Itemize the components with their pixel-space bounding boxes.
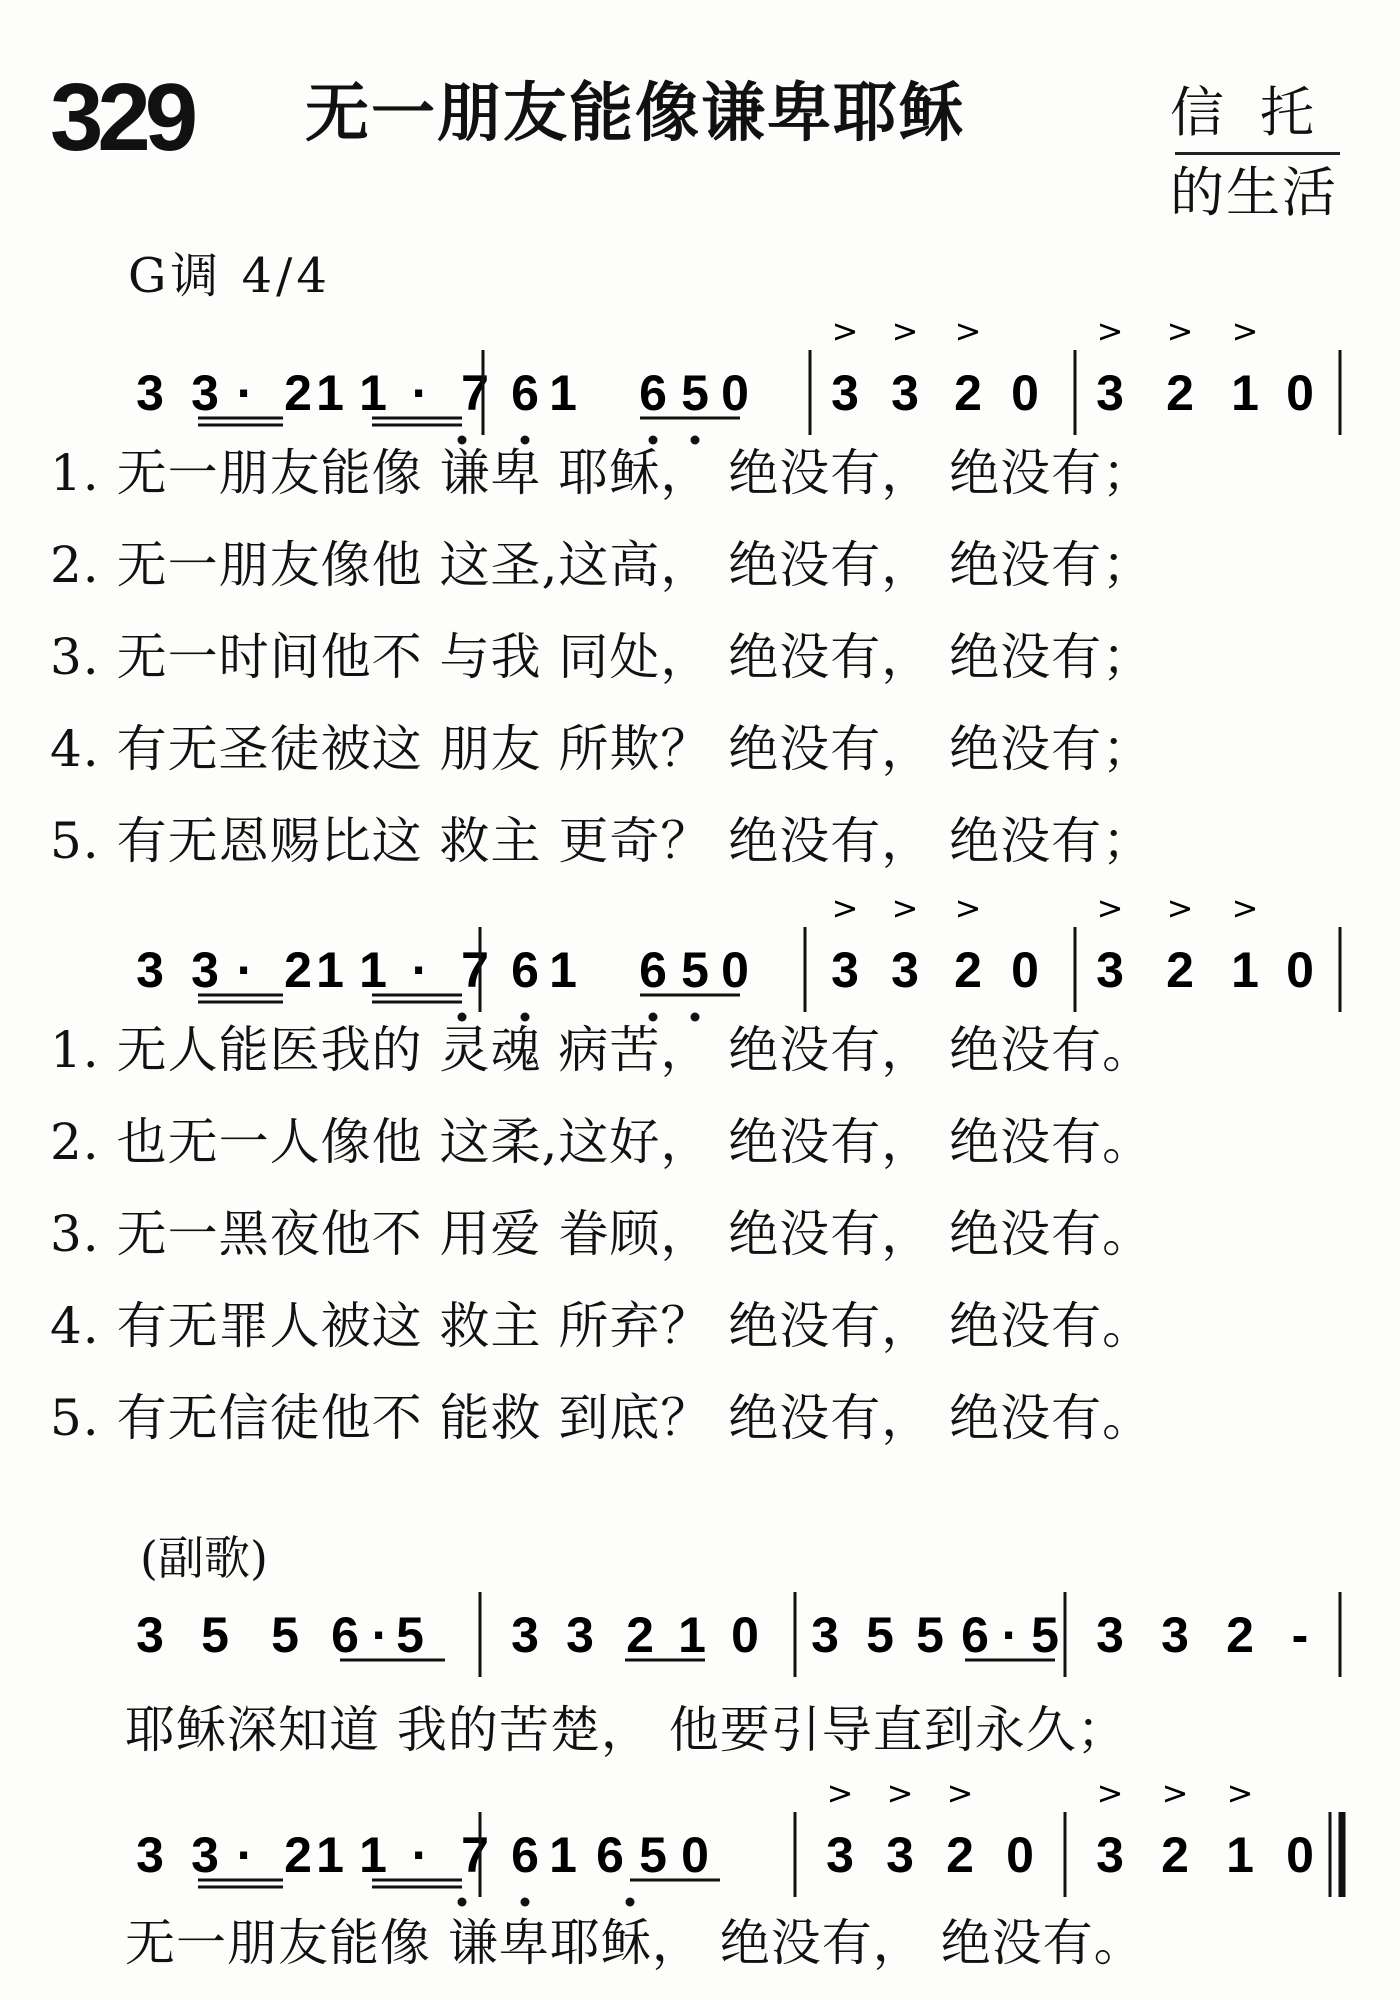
key-signature: G调 4/4 [128, 248, 331, 304]
note-numeral: 5 [916, 1607, 944, 1663]
note-numeral: 1 [1226, 1827, 1254, 1883]
lower-octave-dot [458, 1898, 467, 1907]
refrain-lyric: 无一朋友能像 谦卑耶稣， 绝没有， 绝没有。 [125, 1914, 1145, 1972]
note-numeral: 2 [626, 1607, 654, 1663]
extension-dash: - [1291, 1607, 1309, 1663]
accent-mark: > [831, 312, 859, 350]
verse-line: 2. 无一朋友像他 这圣,这高， 绝没有， 绝没有； [50, 536, 1154, 594]
note-numeral: 3 [136, 1827, 164, 1883]
lower-octave-dot [626, 1898, 635, 1907]
note-numeral: 0 [1286, 365, 1314, 421]
note-numeral: 1 [549, 1827, 577, 1883]
note-numeral: 5 [681, 942, 709, 998]
augmentation-dot: · [236, 942, 254, 998]
note-numeral: 1 [678, 1607, 706, 1663]
accent-mark: > [1096, 1774, 1124, 1812]
note-numeral: 0 [1006, 1827, 1034, 1883]
note-numeral: 0 [721, 365, 749, 421]
note-numeral: 5 [396, 1607, 424, 1663]
note-numeral: 1 [359, 942, 387, 998]
category-label-top: 信托 [1170, 81, 1350, 144]
verse-line: 1. 无人能医我的 灵魂 病苦， 绝没有， 绝没有。 [50, 1021, 1154, 1079]
note-numeral: 1 [316, 1827, 344, 1883]
augmentation-dot: · [371, 1607, 389, 1663]
verse-line: 5. 有无信徒他不 能救 到底？ 绝没有， 绝没有。 [50, 1389, 1154, 1447]
note-numeral: 0 [731, 1607, 759, 1663]
verse-line: 3. 无一时间他不 与我 同处， 绝没有， 绝没有； [50, 628, 1154, 686]
note-numeral: 3 [191, 942, 219, 998]
verse-line: 2. 也无一人像他 这柔,这好， 绝没有， 绝没有。 [50, 1113, 1154, 1171]
note-numeral: 6 [961, 1607, 989, 1663]
note-numeral: 0 [1011, 942, 1039, 998]
note-numeral: 0 [721, 942, 749, 998]
accent-mark: > [826, 1774, 854, 1812]
note-numeral: 3 [891, 942, 919, 998]
augmentation-dot: · [411, 942, 429, 998]
note-numeral: 3 [191, 365, 219, 421]
accent-mark: > [1231, 889, 1259, 927]
note-numeral: 6 [639, 365, 667, 421]
accent-mark: > [886, 1774, 914, 1812]
note-numeral: 1 [549, 365, 577, 421]
note-numeral: 3 [831, 942, 859, 998]
note-numeral: 2 [284, 1827, 312, 1883]
note-numeral: 3 [1096, 1827, 1124, 1883]
note-numeral: 2 [1161, 1827, 1189, 1883]
note-numeral: 7 [461, 1827, 489, 1883]
accent-mark: > [831, 889, 859, 927]
note-numeral: 1 [1231, 942, 1259, 998]
note-numeral: 6 [511, 1827, 539, 1883]
note-numeral: 2 [1166, 942, 1194, 998]
note-numeral: 2 [946, 1827, 974, 1883]
augmentation-dot: · [1001, 1607, 1019, 1663]
note-numeral: 2 [284, 365, 312, 421]
note-numeral: 5 [271, 1607, 299, 1663]
augmentation-dot: · [236, 1827, 254, 1883]
note-numeral: 0 [681, 1827, 709, 1883]
verse-line: 5. 有无恩赐比这 救主 更奇？ 绝没有， 绝没有； [50, 812, 1154, 870]
note-numeral: 1 [1231, 365, 1259, 421]
note-numeral: 3 [136, 365, 164, 421]
note-numeral: 3 [566, 1607, 594, 1663]
note-numeral: 1 [359, 1827, 387, 1883]
note-numeral: 2 [1226, 1607, 1254, 1663]
note-numeral: 2 [1166, 365, 1194, 421]
note-numeral: 5 [1031, 1607, 1059, 1663]
verse-line: 1. 无一朋友能像 谦卑 耶稣， 绝没有， 绝没有； [50, 444, 1154, 502]
note-numeral: 3 [191, 1827, 219, 1883]
accent-mark: > [1226, 1774, 1254, 1812]
note-numeral: 1 [316, 942, 344, 998]
note-numeral: 3 [1096, 1607, 1124, 1663]
refrain-label: (副歌) [140, 1531, 268, 1585]
note-numeral: 2 [954, 942, 982, 998]
augmentation-dot: · [411, 365, 429, 421]
note-numeral: 5 [681, 365, 709, 421]
accent-mark: > [1096, 312, 1124, 350]
note-numeral: 1 [549, 942, 577, 998]
note-numeral: 5 [639, 1827, 667, 1883]
note-numeral: 3 [811, 1607, 839, 1663]
accent-mark: > [946, 1774, 974, 1812]
accent-mark: > [954, 889, 982, 927]
note-numeral: 7 [461, 365, 489, 421]
note-numeral: 6 [596, 1827, 624, 1883]
category-label-bottom: 的生活 [1170, 161, 1338, 224]
accent-mark: > [891, 312, 919, 350]
note-numeral: 3 [1096, 942, 1124, 998]
refrain-lyric: 耶稣深知道 我的苦楚， 他要引导直到永久； [125, 1701, 1128, 1759]
note-numeral: 2 [284, 942, 312, 998]
note-numeral: 0 [1011, 365, 1039, 421]
augmentation-dot: · [411, 1827, 429, 1883]
note-numeral: 6 [639, 942, 667, 998]
note-numeral: 6 [511, 942, 539, 998]
note-numeral: 3 [831, 365, 859, 421]
verse-line: 4. 有无罪人被这 救主 所弃？ 绝没有， 绝没有。 [50, 1297, 1154, 1355]
note-numeral: 3 [136, 1607, 164, 1663]
verse-line: 3. 无一黑夜他不 用爱 眷顾， 绝没有， 绝没有。 [50, 1205, 1154, 1263]
note-numeral: 3 [826, 1827, 854, 1883]
note-numeral: 3 [1161, 1607, 1189, 1663]
note-numeral: 5 [866, 1607, 894, 1663]
accent-mark: > [1166, 312, 1194, 350]
note-numeral: 7 [461, 942, 489, 998]
accent-mark: > [1096, 889, 1124, 927]
accent-mark: > [891, 889, 919, 927]
note-numeral: 3 [886, 1827, 914, 1883]
augmentation-dot: · [236, 365, 254, 421]
accent-mark: > [1161, 1774, 1189, 1812]
hymn-title: 无一朋友能像谦卑耶稣 [305, 77, 965, 151]
note-numeral: 2 [954, 365, 982, 421]
note-numeral: 1 [359, 365, 387, 421]
note-numeral: 3 [1096, 365, 1124, 421]
note-numeral: 0 [1286, 1827, 1314, 1883]
note-numeral: 6 [331, 1607, 359, 1663]
accent-mark: > [954, 312, 982, 350]
verse-line: 4. 有无圣徒被这 朋友 所欺？ 绝没有， 绝没有； [50, 720, 1154, 778]
lower-octave-dot [521, 1898, 530, 1907]
note-numeral: 5 [201, 1607, 229, 1663]
accent-mark: > [1231, 312, 1259, 350]
note-numeral: 0 [1286, 942, 1314, 998]
hymn-number: 329 [50, 64, 193, 171]
note-numeral: 3 [136, 942, 164, 998]
note-numeral: 1 [316, 365, 344, 421]
note-numeral: 3 [891, 365, 919, 421]
note-numeral: 6 [511, 365, 539, 421]
accent-mark: > [1166, 889, 1194, 927]
note-numeral: 3 [511, 1607, 539, 1663]
